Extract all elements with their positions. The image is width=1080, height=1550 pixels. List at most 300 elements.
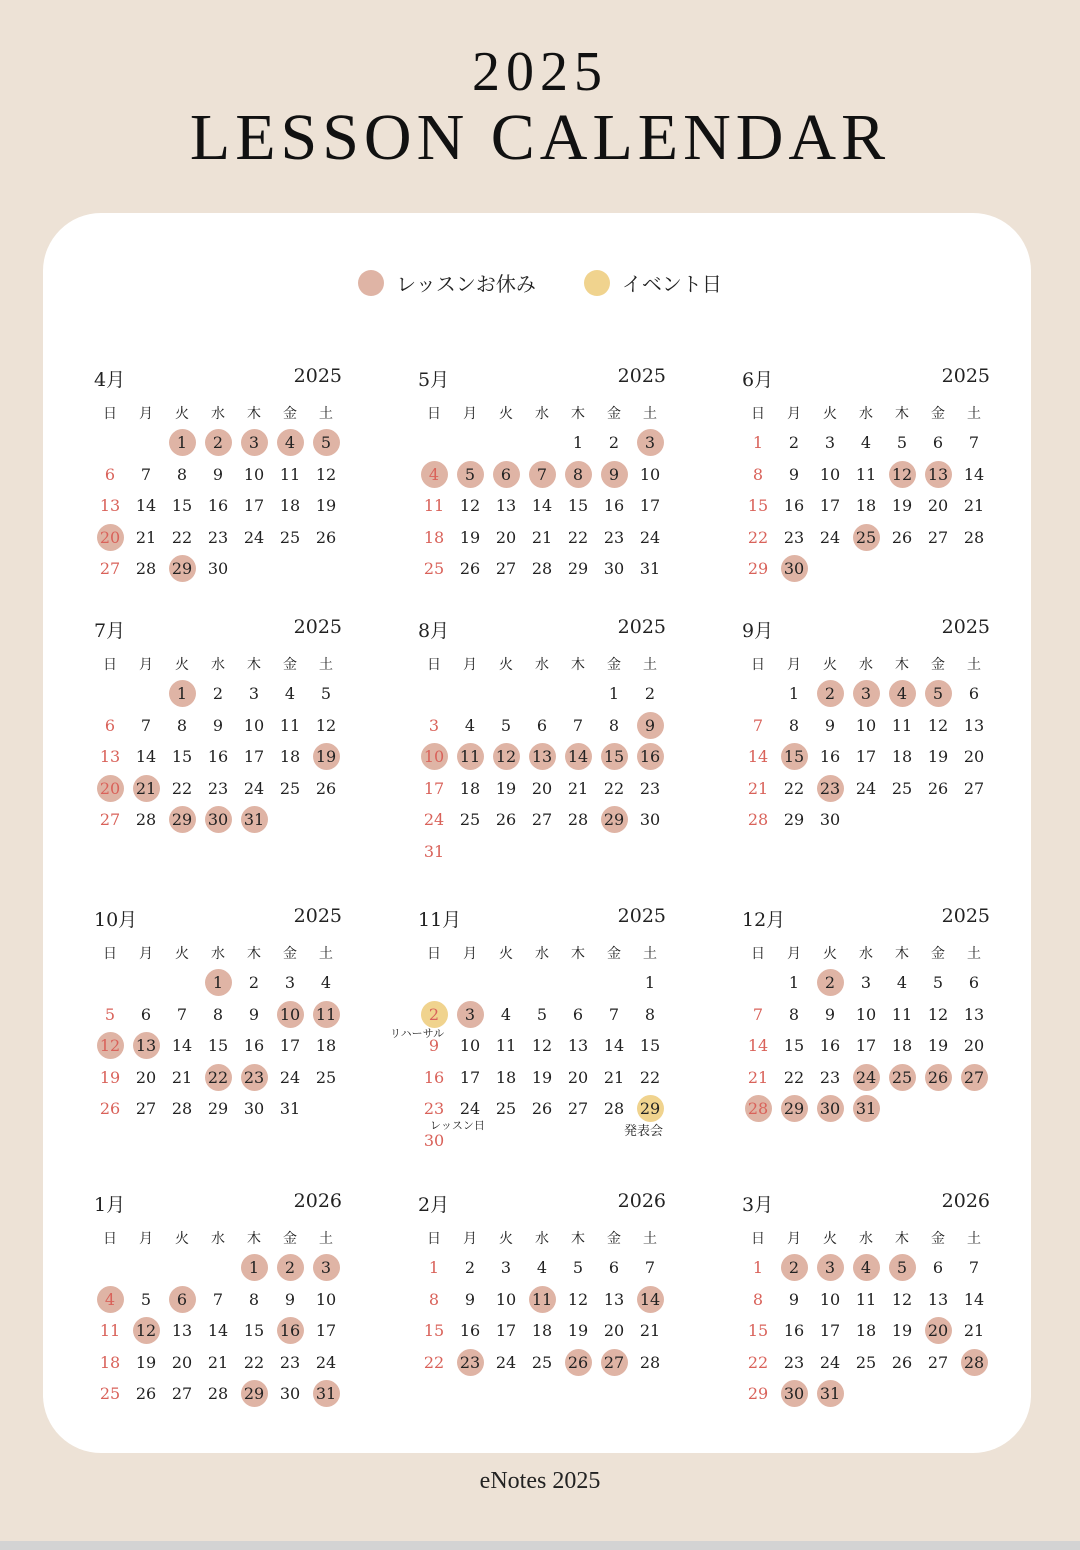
day-cell (848, 522, 884, 554)
day-cell (200, 427, 236, 459)
day-cell (812, 1378, 848, 1410)
day-number: 16 (207, 496, 229, 516)
day-number: 12 (927, 1004, 949, 1024)
day-number: 31 (853, 1095, 880, 1122)
day-cell (560, 522, 596, 554)
day-grid (92, 967, 344, 1125)
weekday-label: 水 (859, 406, 873, 422)
day-number: 30 (207, 559, 229, 579)
day-cell (560, 1252, 596, 1284)
day-cell (272, 459, 308, 491)
day-number: 3 (500, 1258, 512, 1278)
day-number: 2 (248, 973, 260, 993)
day-number: 18 (891, 1036, 913, 1056)
day-number: 4 (320, 973, 332, 993)
legend-item-rest (358, 268, 536, 297)
day-cell (200, 967, 236, 999)
day-number: 28 (603, 1099, 625, 1119)
day-cell (812, 999, 848, 1031)
day-cell (956, 1284, 992, 1316)
day-number: 31 (279, 1099, 301, 1119)
weekday-row (740, 654, 992, 674)
day-cell (776, 427, 812, 459)
day-number: 28 (963, 527, 985, 547)
day-number: 19 (891, 496, 913, 516)
month-block (92, 1190, 342, 1460)
day-cell (776, 999, 812, 1031)
empty-cell (560, 967, 596, 999)
day-number: 2 (464, 1258, 476, 1278)
day-number: 9 (212, 464, 224, 484)
day-number: 1 (169, 680, 196, 707)
day-cell (740, 710, 776, 742)
day-number: 13 (963, 715, 985, 735)
day-cell (128, 1347, 164, 1379)
day-number: 22 (423, 1352, 445, 1372)
day-number: 1 (788, 684, 800, 704)
day-cell (596, 804, 632, 836)
day-cell (164, 1093, 200, 1125)
day-number: 22 (603, 778, 625, 798)
day-number: 9 (248, 1004, 260, 1024)
weekday-label: 水 (211, 946, 225, 962)
day-number: 14 (171, 1036, 193, 1056)
day-cell (452, 1347, 488, 1379)
day-number: 13 (925, 461, 952, 488)
day-cell (920, 1252, 956, 1284)
day-number: 2 (788, 433, 800, 453)
day-cell (812, 741, 848, 773)
day-number: 9 (788, 1289, 800, 1309)
day-number: 8 (752, 1289, 764, 1309)
day-number: 17 (243, 747, 265, 767)
weekday-row (92, 654, 344, 674)
weekday-label: 日 (103, 406, 117, 422)
day-number: 20 (495, 527, 517, 547)
weekday-label: 金 (931, 406, 945, 422)
day-number: 21 (747, 778, 769, 798)
day-number: 20 (171, 1352, 193, 1372)
month-header (740, 905, 990, 935)
day-number: 22 (171, 527, 193, 547)
day-cell (236, 1284, 272, 1316)
day-cell (740, 1062, 776, 1094)
day-cell (524, 1347, 560, 1379)
empty-cell (524, 678, 560, 710)
day-number: 24 (279, 1067, 301, 1087)
month-block (416, 616, 666, 886)
day-cell (848, 773, 884, 805)
day-cell (740, 1347, 776, 1379)
day-cell (632, 459, 668, 491)
day-cell (416, 459, 452, 491)
day-number: 25 (279, 778, 301, 798)
day-cell (200, 999, 236, 1031)
day-number: 22 (205, 1064, 232, 1091)
day-cell (200, 459, 236, 491)
day-number: 16 (783, 496, 805, 516)
day-grid (92, 678, 344, 836)
day-number: 31 (639, 559, 661, 579)
day-number: 13 (927, 1289, 949, 1309)
day-cell (308, 741, 344, 773)
day-cell (740, 1315, 776, 1347)
day-cell (128, 459, 164, 491)
day-number: 24 (819, 1352, 841, 1372)
day-number: 15 (423, 1321, 445, 1341)
day-cell (128, 1093, 164, 1125)
day-number: 7 (572, 715, 584, 735)
day-cell (956, 427, 992, 459)
day-number: 13 (133, 1032, 160, 1059)
day-number: 26 (891, 1352, 913, 1372)
day-cell (920, 1284, 956, 1316)
day-cell (596, 999, 632, 1031)
day-cell (128, 553, 164, 585)
day-number: 11 (855, 464, 877, 484)
day-cell (776, 459, 812, 491)
day-cell (128, 773, 164, 805)
day-number: 22 (171, 778, 193, 798)
day-cell (812, 804, 848, 836)
day-number: 11 (457, 743, 484, 770)
day-number: 30 (781, 1380, 808, 1407)
day-cell (164, 710, 200, 742)
day-number: 11 (279, 715, 301, 735)
day-number: 25 (891, 778, 913, 798)
day-grid (92, 1252, 344, 1410)
day-number: 29 (169, 555, 196, 582)
day-cell (884, 1284, 920, 1316)
day-cell (776, 522, 812, 554)
day-number: 27 (531, 810, 553, 830)
weekday-label: 火 (175, 657, 189, 673)
day-number: 1 (608, 684, 620, 704)
day-cell (596, 1030, 632, 1062)
day-cell (596, 1252, 632, 1284)
day-number: 1 (169, 429, 196, 456)
day-number: 28 (171, 1099, 193, 1119)
day-number: 17 (459, 1067, 481, 1087)
day-number: 19 (495, 778, 517, 798)
day-cell (884, 999, 920, 1031)
day-cell (488, 553, 524, 585)
empty-cell (128, 967, 164, 999)
empty-cell (92, 967, 128, 999)
day-number: 10 (855, 1004, 877, 1024)
day-cell (524, 741, 560, 773)
event-dot-icon (584, 270, 610, 296)
day-cell (416, 490, 452, 522)
day-number: 2 (781, 1254, 808, 1281)
day-cell (776, 490, 812, 522)
day-number: 12 (133, 1317, 160, 1344)
day-number: 31 (313, 1380, 340, 1407)
day-number: 16 (783, 1321, 805, 1341)
day-cell (488, 1030, 524, 1062)
day-number: 16 (459, 1321, 481, 1341)
day-cell (956, 710, 992, 742)
day-number: 28 (531, 559, 553, 579)
day-cell (164, 1030, 200, 1062)
month-block (416, 1190, 666, 1460)
day-cell (920, 427, 956, 459)
day-cell (524, 522, 560, 554)
day-cell (776, 804, 812, 836)
day-number: 9 (284, 1289, 296, 1309)
day-cell (632, 999, 668, 1031)
day-number: 16 (423, 1067, 445, 1087)
day-number: 10 (243, 715, 265, 735)
day-number: 30 (817, 1095, 844, 1122)
day-cell (776, 773, 812, 805)
weekday-row (416, 1228, 668, 1248)
month-name: 3月 (742, 1194, 774, 1216)
day-number: 18 (459, 778, 481, 798)
day-cell (452, 804, 488, 836)
day-cell (92, 1284, 128, 1316)
day-cell (776, 553, 812, 585)
day-cell (236, 459, 272, 491)
day-cell (920, 773, 956, 805)
day-number: 23 (603, 527, 625, 547)
day-number: 25 (855, 1352, 877, 1372)
day-number: 21 (603, 1067, 625, 1087)
day-cell (740, 999, 776, 1031)
day-cell (236, 522, 272, 554)
day-number: 22 (783, 778, 805, 798)
day-cell (164, 553, 200, 585)
day-cell (596, 1284, 632, 1316)
day-cell (524, 490, 560, 522)
day-cell (128, 1315, 164, 1347)
day-number: 28 (961, 1349, 988, 1376)
day-cell (488, 1347, 524, 1379)
day-number: 26 (459, 559, 481, 579)
weekday-label: 火 (823, 406, 837, 422)
weekday-label: 土 (319, 946, 333, 962)
day-cell (200, 773, 236, 805)
day-cell (812, 773, 848, 805)
day-number: 25 (531, 1352, 553, 1372)
day-number: 21 (133, 775, 160, 802)
weekday-label: 日 (751, 406, 765, 422)
day-cell (884, 427, 920, 459)
day-number: 5 (925, 680, 952, 707)
day-number: 4 (896, 973, 908, 993)
day-number: 18 (855, 1321, 877, 1341)
day-number: 29 (747, 1384, 769, 1404)
month-year: 2025 (293, 365, 342, 387)
day-number: 12 (315, 464, 337, 484)
day-number: 11 (279, 464, 301, 484)
day-number: 3 (637, 429, 664, 456)
day-cell (956, 522, 992, 554)
day-number: 17 (855, 747, 877, 767)
day-cell (776, 1093, 812, 1125)
day-cell (272, 710, 308, 742)
day-cell (452, 710, 488, 742)
day-number: 9 (428, 1036, 440, 1056)
day-cell (416, 553, 452, 585)
day-number: 6 (104, 715, 116, 735)
day-number: 13 (603, 1289, 625, 1309)
weekday-label: 月 (139, 1231, 153, 1247)
legend (0, 268, 1080, 297)
day-cell (236, 967, 272, 999)
weekday-label: 土 (967, 946, 981, 962)
day-number: 15 (171, 496, 193, 516)
day-number: 10 (495, 1289, 517, 1309)
empty-cell (164, 967, 200, 999)
day-number: 26 (531, 1099, 553, 1119)
day-number: 27 (135, 1099, 157, 1119)
day-number: 27 (99, 559, 121, 579)
day-number: 27 (99, 810, 121, 830)
day-number: 11 (495, 1036, 517, 1056)
day-cell (632, 522, 668, 554)
day-number: 4 (853, 1254, 880, 1281)
day-cell (776, 1252, 812, 1284)
day-cell (200, 1347, 236, 1379)
month-year: 2025 (941, 905, 990, 927)
month-block (92, 616, 342, 886)
day-number: 20 (925, 1317, 952, 1344)
day-number: 25 (459, 810, 481, 830)
day-cell (848, 741, 884, 773)
weekday-label: 木 (247, 657, 261, 673)
day-number: 27 (963, 778, 985, 798)
day-number: 31 (423, 841, 445, 861)
day-number: 17 (279, 1036, 301, 1056)
day-number: 5 (536, 1004, 548, 1024)
weekday-label: 日 (751, 1231, 765, 1247)
bottom-strip (0, 1541, 1080, 1550)
day-cell (740, 553, 776, 585)
day-number: 10 (459, 1036, 481, 1056)
day-cell (92, 773, 128, 805)
day-cell (272, 1347, 308, 1379)
day-number: 14 (963, 1289, 985, 1309)
day-number: 19 (531, 1067, 553, 1087)
day-cell (308, 1315, 344, 1347)
day-number: 29 (169, 806, 196, 833)
day-number: 27 (171, 1384, 193, 1404)
day-cell (524, 1093, 560, 1125)
day-cell (164, 773, 200, 805)
weekday-label: 金 (607, 1231, 621, 1247)
day-number: 9 (601, 461, 628, 488)
day-cell (92, 710, 128, 742)
weekday-label: 木 (571, 406, 585, 422)
day-number: 7 (140, 464, 152, 484)
month-year: 2025 (293, 905, 342, 927)
day-cell (92, 999, 128, 1031)
day-grid (740, 967, 992, 1125)
day-cell (308, 967, 344, 999)
day-number: 8 (788, 1004, 800, 1024)
day-number: 21 (747, 1067, 769, 1087)
day-number: 29 (241, 1380, 268, 1407)
day-cell (128, 710, 164, 742)
day-number: 3 (817, 1254, 844, 1281)
day-number: 12 (927, 715, 949, 735)
day-number: 21 (531, 527, 553, 547)
day-number: 4 (97, 1286, 124, 1313)
day-number: 19 (459, 527, 481, 547)
month-name: 8月 (418, 620, 450, 642)
day-cell (884, 459, 920, 491)
day-number: 26 (315, 778, 337, 798)
day-number: 6 (572, 1004, 584, 1024)
day-number: 23 (783, 1352, 805, 1372)
day-cell (740, 1284, 776, 1316)
day-cell (920, 741, 956, 773)
weekday-label: 水 (859, 946, 873, 962)
day-cell (632, 553, 668, 585)
empty-cell (200, 1252, 236, 1284)
month-block (740, 616, 990, 886)
day-number: 16 (819, 747, 841, 767)
month-header (92, 365, 342, 395)
day-grid (416, 678, 668, 867)
day-number: 5 (104, 1004, 116, 1024)
weekday-label: 木 (895, 406, 909, 422)
weekday-label: 水 (211, 1231, 225, 1247)
weekday-label: 日 (427, 657, 441, 673)
weekday-label: 日 (751, 946, 765, 962)
day-cell (236, 1378, 272, 1410)
day-number: 23 (423, 1099, 445, 1119)
day-number: 27 (927, 1352, 949, 1372)
day-number: 12 (567, 1289, 589, 1309)
weekday-label: 火 (175, 1231, 189, 1247)
day-number: 21 (207, 1352, 229, 1372)
day-number: 14 (747, 747, 769, 767)
day-cell (236, 710, 272, 742)
day-number: 24 (459, 1099, 481, 1119)
weekday-label: 木 (571, 946, 585, 962)
day-cell (416, 741, 452, 773)
day-cell (488, 1315, 524, 1347)
month-year: 2025 (941, 365, 990, 387)
day-cell (272, 741, 308, 773)
day-cell (416, 710, 452, 742)
day-cell (488, 710, 524, 742)
day-number: 7 (529, 461, 556, 488)
day-cell (524, 804, 560, 836)
day-number: 15 (243, 1321, 265, 1341)
day-cell (272, 1062, 308, 1094)
day-number: 4 (284, 684, 296, 704)
day-cell (632, 1315, 668, 1347)
day-cell (164, 459, 200, 491)
day-cell (884, 967, 920, 999)
day-cell (740, 1378, 776, 1410)
day-cell (740, 490, 776, 522)
day-cell (632, 804, 668, 836)
day-cell (272, 773, 308, 805)
day-cell (308, 1252, 344, 1284)
day-cell (884, 522, 920, 554)
day-number: 11 (891, 715, 913, 735)
day-number: 18 (279, 496, 301, 516)
day-cell (524, 773, 560, 805)
month-header (416, 365, 666, 395)
day-cell (848, 427, 884, 459)
day-number: 24 (243, 527, 265, 547)
weekday-label: 水 (535, 946, 549, 962)
